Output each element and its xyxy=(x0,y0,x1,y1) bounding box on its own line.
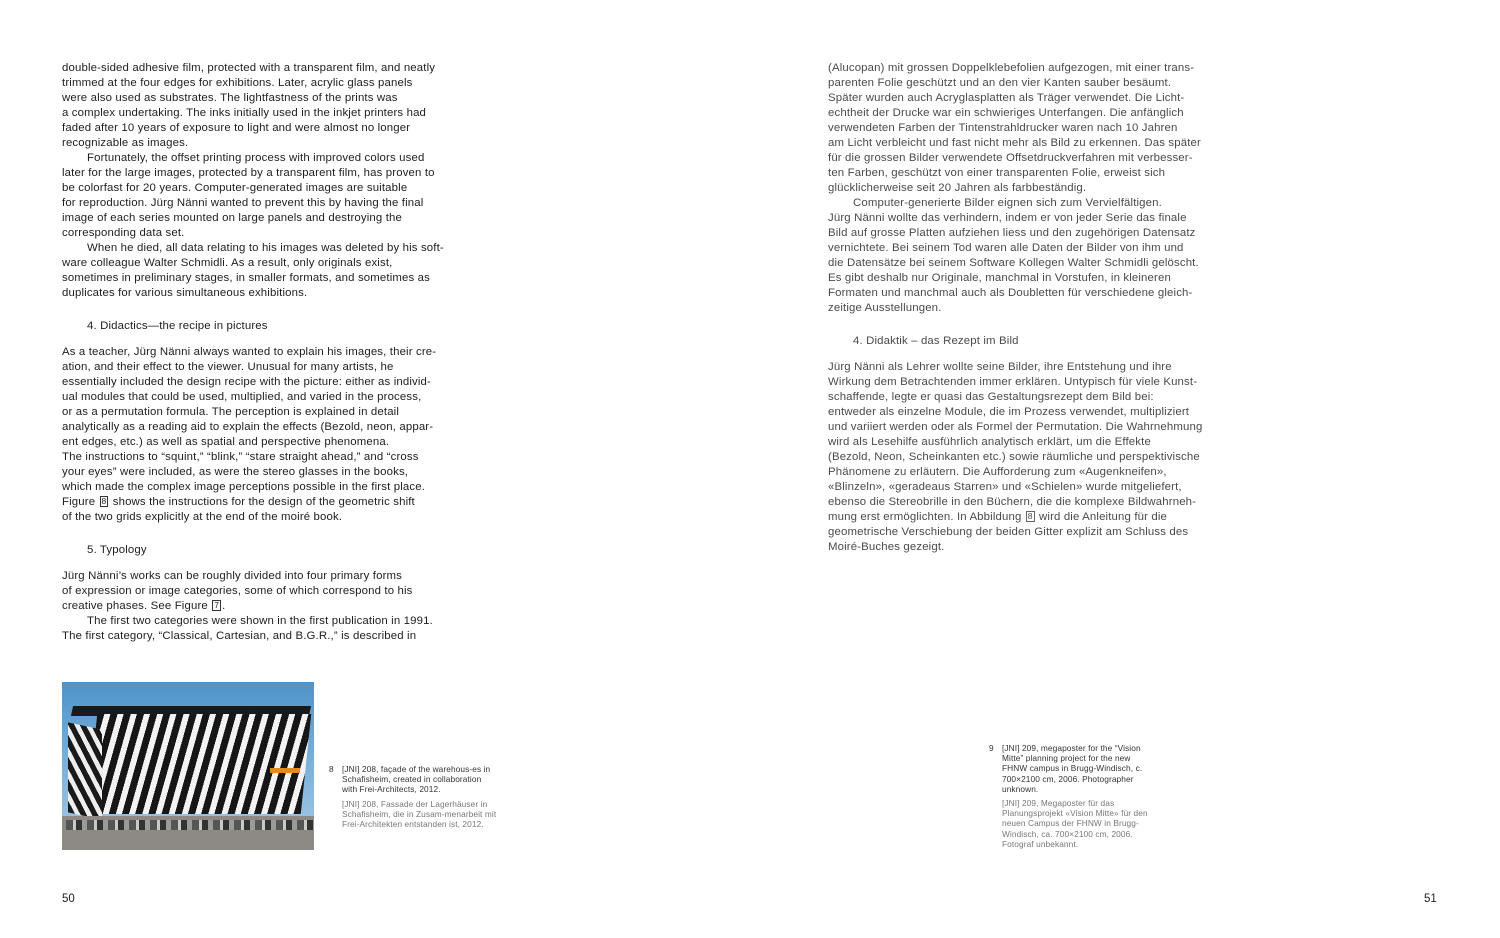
left-text-block-1 xyxy=(62,61,502,301)
paragraph: As a teacher, Jürg Nänni always wanted to explain his images, their cre- ation, and their effect to the viewer. Unusual for many artists, he essentially included the design recipe with the picture: either as individ- ual modules that could be used, multiplied, and varied in the process, or as a permutation formula. The perception is explained in detail analytically as a reading aid to explain the effects (Bezold, neon, appar- ent edges, etc.) as well as spatial and perspective phenomena. The instructions to “squint,” “blink,” “stare straight ahead,” and “cross your eyes” were included, as were the stereo glasses in the books, which made the complex image perceptions possible in the first place. Figure 8 shows the instructions for the design of the geometric shift of the two grids explicitly at the end of the moiré book. xyxy=(62,346,437,523)
right-text-block-1 xyxy=(828,61,1268,316)
caption-number: 9 xyxy=(989,743,994,753)
caption-english: [JNI] 208, façade of the warehous-es in Schafisheim, created in collaboration with Frei-Architects, 2012. xyxy=(342,764,491,795)
figure-8-caption xyxy=(329,764,498,830)
page-number-right: 51 xyxy=(1424,893,1437,905)
section-heading-typology: 5. Typology xyxy=(87,544,147,556)
caption-number: 8 xyxy=(329,764,334,774)
paragraph: double-sided adhesive film, protected with a transparent film, and neatly trimmed at the four edges for exhibitions. Later, acrylic glass panels were also used as substrates. The lightfastness of the prints was a complex undertaking. The inks initially used in the inkjet printers had faded after 10 years of exposure to light and were almost no longer recognizable as images. xyxy=(62,62,436,149)
left-text-block-2 xyxy=(62,345,502,525)
right-page xyxy=(750,0,1500,938)
figure-reference: 7 xyxy=(214,600,220,610)
caption-german: [JNI] 208, Fassade der Lagerhäuser in Schafisheim, die in Zusam-menarbeit mit Frei-Architekten entstanden ist, 2012. xyxy=(342,798,497,830)
paragraph: (Alucopan) mit grossen Doppelklebefolien aufgezogen, mit einer trans- parenten Folie geschützt und an den vier Kanten sauber besäumt. Später wurden auch Acryglasplatten als Träger verwendet. Die Licht- echtheit der Drucke war ein schwieriges Unterfangen. Die anfänglich verwendeten Farben der Tintenstrahldrucker waren nach 10 Jahren am Licht verbleicht und fast nicht mehr als Bild zu erkennen. Das später für die grossen Bilder verwendete Offsetdruckverfahren mit verbesser- ten Farben, geschützt von einer transparenten Folie, erweist sich glücklicherweise seit 20 Jahren als farbbeständig. xyxy=(828,62,1201,194)
section-heading-didaktik: 4. Didaktik – das Rezept im Bild xyxy=(853,335,1019,347)
photo-cars xyxy=(66,820,314,830)
figure-reference: 8 xyxy=(1027,511,1033,521)
paragraph: Jürg Nänni wollte das verhindern, indem er von jeder Serie das finale Bild auf grosse Platten aufziehen liess und den zugehörigen Datensatz vernichtete. Bei seinem Tod waren alle Daten der Bilder von ihm und die Datensätze bei seinem Software Kollegen Walter Schmidli gelöscht. Es gibt deshalb nur Originale, manchmal in Vorstufen, in kleineren Formaten und manchmal auch als Doubletten für verschiedene gleich- zeitige Ausstellungen. xyxy=(828,212,1199,314)
right-text-block-2 xyxy=(828,360,1268,555)
paragraph: When he died, all data relating to his images was deleted by his soft- ware colleague Walter Schmidli. As a result, only originals exist, sometimes in preliminary stages, in smaller formats, and sometimes as duplicates for various simultaneous exhibitions. xyxy=(62,242,444,299)
paragraph: Jürg Nänni als Lehrer wollte seine Bilder, ihre Entstehung und ihre Wirkung dem Betrachtenden immer erklären. Untypisch für viele Kunst- schaffende, legte er quasi das Gestaltungsrezept dem Bild bei: entweder als einzelne Module, die im Prozess verwendet, multipliziert und variiert werden oder als Formel der Permutation. Die Wahrnehmung wird als Lesehilfe ausführlich analytisch erklärt, um die Effekte (Bezold, Neon, Scheinkanten etc.) sowie räumliche und perspektivische Phänomene zu erläutern. Die Aufforderung zum «Augenkneifen», «Blinzeln», «geradeaus Starren» und «Schielen» wurde mitgeliefert, ebenso die Stereobrille in den Büchern, die die komplexe Bildwahrneh- mung erst ermöglichten. In Abbildung 8 wird die Anleitung für die geometrische Verschiebung der beiden Gitter explizit am Schluss des Moiré-Buches gezeigt. xyxy=(828,361,1203,553)
caption-english: [JNI] 209, megaposter for the “Vision Mitte” planning project for the new FHNW campus in Brugg-Windisch, c. 700×2100 cm, 2006. Photographer unknown. xyxy=(1002,743,1143,794)
paragraph: The first two categories were shown in the first publication in 1991. The first category, “Classical, Cartesian, and B.G.R.,” is described in xyxy=(62,615,433,642)
figure-9-caption xyxy=(989,743,1158,849)
left-text-block-3 xyxy=(62,569,502,644)
caption-german: [JNI] 209, Megaposter für das Planungsprojekt «Vision Mitte» für den neuen Campus der FHNW in Brugg-Windisch, ca. 700×2100 cm, 2006. Fotograf unbekannt. xyxy=(1002,798,1148,849)
photo-striped-facade xyxy=(87,714,312,814)
figure-reference: 8 xyxy=(101,496,107,506)
paragraph: Computer-generierte Bilder eignen sich zum Vervielfältigen. xyxy=(853,197,1162,209)
paragraph: Fortunately, the offset printing process with improved colors used later for the large images, protected by a transparent film, has proven to be colorfast for 20 years. Computer-generated images are suitable for reproduction. Jürg Nänni wanted to prevent this by having the final image of each series mounted on large panels and destroying the corresponding data set. xyxy=(62,152,435,239)
page-number-left: 50 xyxy=(62,893,75,905)
photo-sign xyxy=(270,768,300,773)
section-heading-didactics: 4. Didactics—the recipe in pictures xyxy=(87,320,268,332)
paragraph: Jürg Nänni’s works can be roughly divided into four primary forms of expression or image categories, some of which correspond to his creative phases. See Figure 7 . xyxy=(62,570,413,612)
photo-side-wall xyxy=(68,722,102,819)
warehouse-facade-photo xyxy=(62,682,314,850)
